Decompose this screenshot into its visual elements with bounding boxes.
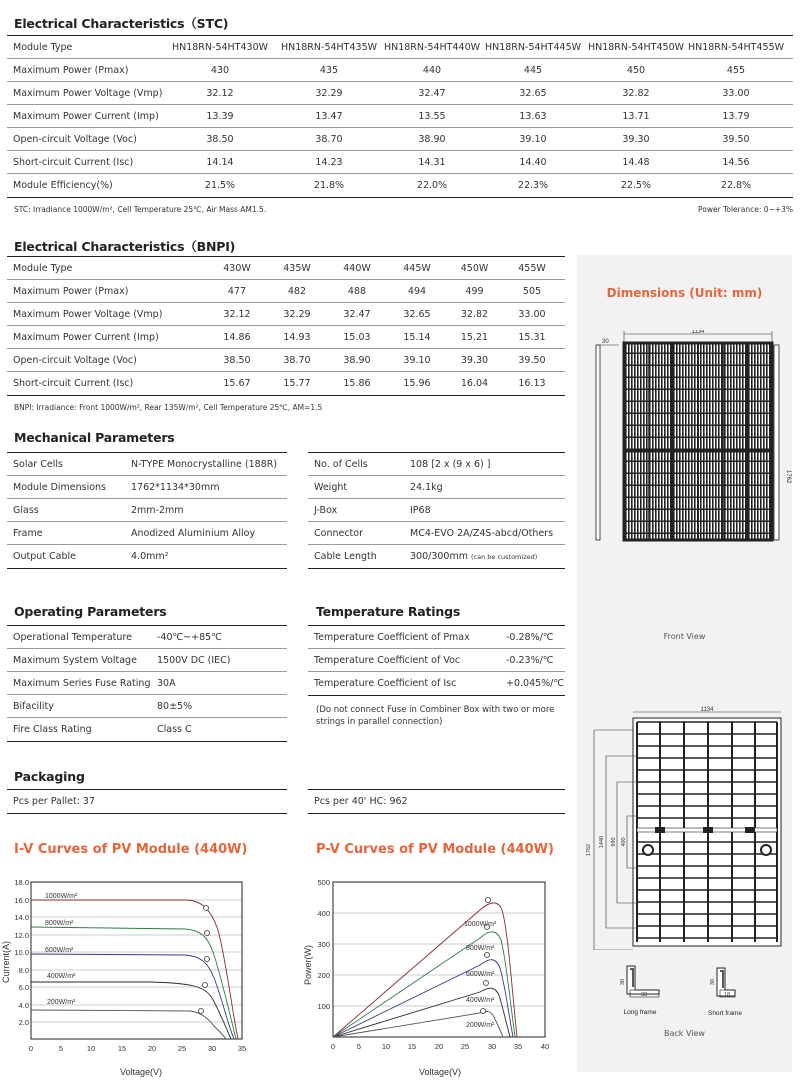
front-view-drawing (577, 330, 792, 600)
frame-profiles (577, 960, 792, 1020)
table-row (308, 672, 565, 695)
header-label: Module Type (13, 41, 73, 53)
svg-text:15: 15 (407, 1042, 417, 1051)
cell: 39.30 (460, 354, 489, 366)
header-cell: 445W (403, 262, 431, 274)
row-label: Short-circuit Current (Isc) (13, 378, 134, 389)
table-row (7, 174, 793, 197)
row-label: No. of Cells (314, 458, 368, 470)
cell: 4.0mm² (131, 551, 169, 562)
row-label: Maximum Power Voltage (Vmp) (13, 308, 163, 320)
row-label: Temperature Coefficient of Isc (314, 678, 457, 689)
svg-text:35: 35 (513, 1042, 523, 1051)
svg-text:200W/m²: 200W/m² (466, 1022, 495, 1029)
svg-text:40: 40 (540, 1042, 550, 1051)
mount-label-400: 400 (621, 837, 627, 847)
cell: 14.56 (722, 156, 750, 168)
svg-text:600W/m²: 600W/m² (466, 971, 495, 978)
cell: 39.10 (519, 133, 547, 145)
svg-text:800W/m²: 800W/m² (45, 920, 74, 927)
row-label: J-Box (314, 504, 338, 516)
table-row (308, 476, 565, 499)
row-label: Open-circuit Voltage (Voc) (13, 354, 137, 366)
cell: 33.00 (722, 87, 750, 99)
svg-text:25: 25 (177, 1044, 187, 1053)
table-row (308, 499, 565, 522)
mount-label-1440: 1440 (599, 835, 605, 849)
table-row (7, 151, 793, 174)
cell: 32.65 (403, 308, 431, 320)
bnpi-note: BNPI: Irradiance: Front 1000W/m², Rear 135W/m², Cell Temperature 25℃, AM=1.5 (14, 403, 323, 412)
table-row (7, 695, 287, 718)
header-cell: HN18RN-54HT435W (280, 41, 378, 53)
cell: 39.10 (403, 354, 431, 366)
cell: -0.23%/℃ (506, 654, 554, 666)
short-frame-label: Short frame (708, 1010, 742, 1017)
mechanical-table-left (7, 452, 287, 569)
cell: 450 (626, 64, 646, 76)
cell: 440 (422, 64, 442, 76)
svg-text:15: 15 (117, 1044, 127, 1053)
cell: 14.23 (315, 156, 343, 168)
svg-text:18.0: 18.0 (14, 878, 29, 887)
row-label: Temperature Coefficient of Voc (314, 654, 461, 666)
row-label: Module Dimensions (13, 481, 107, 493)
cell: 38.70 (283, 354, 311, 366)
svg-text:10: 10 (381, 1042, 391, 1051)
cell: 1762*1134*30mm (131, 481, 220, 493)
mount-label-990: 990 (611, 837, 617, 847)
cell: -0.28%/℃ (506, 631, 554, 643)
table-row (7, 303, 565, 326)
cell: Class C (157, 724, 192, 735)
iv-chart-title: I-V Curves of PV Module (440W) (14, 842, 248, 857)
table-row (7, 718, 287, 741)
cell: 1500V DC (IEC) (157, 654, 231, 666)
cell: 30A (157, 677, 176, 689)
cell: -40℃~+85℃ (157, 631, 222, 643)
front-view-label: Front View (663, 632, 706, 641)
table-row (7, 649, 287, 672)
cell: 38.50 (223, 354, 251, 366)
svg-text:0: 0 (28, 1044, 34, 1053)
cell: 13.63 (519, 110, 547, 122)
svg-text:16.0: 16.0 (14, 896, 29, 905)
cell: 33.00 (518, 308, 546, 320)
svg-text:200W/m²: 200W/m² (47, 999, 76, 1006)
packaging-container (308, 789, 565, 814)
cell: 488 (347, 285, 367, 297)
power-tolerance: Power Tolerance: 0~+3% (698, 205, 793, 214)
header-cell: HN18RN-54HT430W (171, 41, 269, 53)
cell: 38.50 (206, 133, 234, 145)
cell: 14.86 (223, 331, 251, 343)
pv-chart-title: P-V Curves of PV Module (440W) (316, 842, 554, 857)
row-label: Maximum System Voltage (13, 654, 137, 666)
table-row (7, 349, 565, 372)
row-label: Connector (314, 527, 363, 539)
svg-text:30: 30 (207, 1044, 217, 1053)
header-cell: HN18RN-54HT450W (587, 41, 685, 53)
cell: 32.47 (418, 87, 446, 99)
row-label: Frame (13, 527, 43, 539)
cell: 24.1kg (410, 481, 443, 493)
cell: 14.93 (283, 331, 311, 343)
pv-chart (290, 870, 580, 1088)
cell: 22.5% (620, 180, 652, 191)
operating-title: Operating Parameters (14, 604, 167, 619)
cell: 22.3% (517, 180, 549, 191)
cell: 32.47 (343, 308, 371, 320)
iv-ylabel: Current(A) (1, 940, 11, 984)
row-label: Solar Cells (13, 458, 63, 470)
svg-text:6.0: 6.0 (18, 983, 29, 992)
cell: IP68 (410, 504, 431, 516)
table-row (7, 476, 287, 499)
cell: 39.30 (622, 133, 650, 145)
short-frame-width: 18 (723, 992, 731, 998)
cell: 14.40 (519, 156, 547, 168)
row-label: Maximum Series Fuse Rating (13, 677, 151, 689)
cell: 482 (287, 285, 307, 297)
stc-table (7, 35, 793, 198)
svg-text:100: 100 (317, 1002, 330, 1011)
table-row (7, 372, 565, 395)
row-label: Weight (314, 481, 348, 493)
cell: 38.90 (418, 133, 446, 145)
header-label: Module Type (13, 262, 73, 274)
cell: 15.96 (403, 378, 431, 389)
svg-text:300: 300 (317, 940, 330, 949)
cell: 300/300mm (410, 551, 468, 562)
row-label: Glass (13, 504, 39, 516)
table-row (308, 545, 565, 568)
cell: 16.13 (518, 378, 546, 389)
table-row (7, 82, 793, 105)
svg-text:800W/m²: 800W/m² (466, 945, 495, 952)
table-row (308, 626, 565, 649)
cell: 494 (407, 285, 427, 297)
cell: 21.5% (204, 180, 236, 191)
svg-text:14.0: 14.0 (14, 913, 29, 922)
cell: 16.04 (460, 378, 489, 389)
pallet-count: Pcs per Pallet: 37 (13, 796, 96, 807)
cell: 14.48 (622, 156, 650, 168)
cell: 39.50 (518, 354, 546, 366)
table-header-row (7, 257, 565, 280)
svg-text:5: 5 (58, 1044, 64, 1053)
svg-text:500: 500 (317, 878, 330, 887)
table-row (7, 280, 565, 303)
table-row (7, 326, 565, 349)
cell: 32.82 (460, 308, 489, 320)
cell: 32.82 (622, 87, 650, 99)
back-width-label: 1134 (700, 707, 714, 713)
cell: 32.29 (315, 87, 343, 99)
header-cell: HN18RN-54HT445W (484, 41, 582, 53)
cell: 13.79 (722, 110, 750, 122)
table-row (308, 522, 565, 545)
container-count: Pcs per 40' HC: 962 (314, 796, 408, 807)
front-depth-label: 30 (602, 339, 609, 345)
cell: 13.39 (206, 110, 234, 122)
cell: 15.86 (343, 378, 371, 389)
cell: 15.67 (223, 378, 251, 389)
cell: 32.65 (519, 87, 547, 99)
temperature-title: Temperature Ratings (316, 604, 461, 619)
cell: 39.50 (722, 133, 750, 145)
svg-text:25: 25 (460, 1042, 470, 1051)
table-row (7, 626, 287, 649)
table-row (7, 59, 793, 82)
row-label: Maximum Power Current (Imp) (13, 331, 159, 343)
svg-text:400W/m²: 400W/m² (466, 997, 495, 1004)
table-row (308, 790, 565, 813)
svg-text:400: 400 (317, 909, 330, 918)
row-label: Fire Class Rating (13, 724, 92, 735)
header-cell: 430W (223, 262, 251, 274)
cell: 15.14 (403, 331, 431, 343)
svg-text:35: 35 (237, 1044, 247, 1053)
cell: 430 (210, 64, 230, 76)
header-cell: 440W (343, 262, 371, 274)
table-row (308, 649, 565, 672)
operating-table (7, 625, 287, 742)
mechanical-table-right (308, 452, 565, 569)
cell: 15.77 (283, 378, 311, 389)
short-frame-height: 30 (710, 978, 716, 986)
svg-text:4.0: 4.0 (18, 1001, 29, 1010)
fuse-note: (Do not connect Fuse in Combiner Box with two or more strings in parallel connection) (316, 705, 555, 727)
row-label: Short-circuit Current (Isc) (13, 156, 134, 168)
svg-text:200: 200 (317, 971, 330, 980)
row-label: Operational Temperature (13, 631, 132, 643)
cell: 445 (523, 64, 543, 76)
cell: 455 (726, 64, 746, 76)
svg-text:1000W/m²: 1000W/m² (45, 893, 78, 900)
cell: 38.90 (343, 354, 371, 366)
cell: 499 (465, 285, 484, 297)
table-row (7, 545, 287, 568)
cell: 32.12 (223, 308, 251, 320)
header-cell: 435W (283, 262, 311, 274)
svg-text:30: 30 (487, 1042, 497, 1051)
packaging-pallet (7, 789, 287, 814)
front-width-label: 1134 (691, 330, 705, 335)
pv-xlabel: Voltage(V) (418, 1067, 462, 1077)
row-label: Open-circuit Voltage (Voc) (13, 133, 137, 145)
row-label: Output Cable (13, 551, 76, 562)
cell: N-TYPE Monocrystalline (188R) (131, 458, 278, 470)
svg-text:5: 5 (356, 1042, 362, 1051)
row-label: Maximum Power Voltage (Vmp) (13, 87, 163, 99)
cell: 32.12 (206, 87, 234, 99)
back-view-label: Back View (664, 1029, 705, 1038)
cell: 14.14 (206, 156, 234, 168)
table-row (7, 453, 287, 476)
header-cell: HN18RN-54HT455W (687, 41, 785, 53)
mount-label-1762: 1762 (586, 843, 592, 857)
long-frame-height: 30 (620, 978, 626, 986)
pv-ylabel: Power(W) (303, 945, 313, 985)
table-row (7, 522, 287, 545)
row-label: Temperature Coefficient of Pmax (314, 631, 470, 643)
svg-text:10.0: 10.0 (14, 948, 29, 957)
cell: 14.31 (418, 156, 446, 168)
long-frame-label: Long frame (623, 1009, 657, 1016)
cell: 15.03 (343, 331, 371, 343)
cell: 15.31 (518, 331, 546, 343)
row-label: Module Efficiency(%) (13, 180, 113, 191)
cell: MC4-EVO 2A/Z4S-abcd/Others (410, 527, 554, 539)
cell: 21.8% (313, 180, 345, 191)
svg-text:400W/m²: 400W/m² (47, 973, 76, 980)
cell: Anodized Aluminium Alloy (131, 527, 256, 539)
bnpi-title: Electrical Characteristics（BNPI) (14, 239, 236, 254)
cell: 13.71 (622, 110, 650, 122)
svg-text:2.0: 2.0 (18, 1018, 29, 1027)
cell: 22.0% (416, 180, 448, 191)
cell-suffix: (can be customized) (470, 552, 538, 561)
table-row (7, 105, 793, 128)
iv-chart (0, 870, 290, 1088)
cell: 108 [2 x (9 x 6) ] (410, 458, 491, 470)
svg-text:1000W/m²: 1000W/m² (464, 921, 497, 928)
front-height-label: 1762 (785, 470, 791, 484)
packaging-title: Packaging (14, 769, 85, 784)
mechanical-title: Mechanical Parameters (14, 430, 175, 445)
table-row (7, 790, 287, 813)
iv-xlabel: Voltage(V) (119, 1067, 163, 1077)
cell: 15.21 (460, 331, 489, 343)
svg-text:0: 0 (330, 1042, 336, 1051)
table-header-row (7, 36, 793, 59)
back-view-drawing (577, 700, 792, 950)
header-cell: 455W (518, 262, 546, 274)
row-label: Maximum Power (Pmax) (13, 64, 129, 76)
table-row (308, 453, 565, 476)
cell: 80±5% (157, 700, 193, 712)
table-row (7, 499, 287, 522)
cell: +0.045%/℃ (506, 678, 565, 689)
row-label: Bifacility (13, 700, 54, 712)
row-label: Maximum Power Current (Imp) (13, 110, 159, 122)
svg-text:20: 20 (147, 1044, 157, 1053)
svg-text:8.0: 8.0 (18, 966, 29, 975)
table-row (7, 128, 793, 151)
cell: 13.55 (418, 110, 446, 122)
long-frame-width: 33 (640, 992, 648, 998)
cell: 32.29 (283, 308, 311, 320)
cell: 22.8% (720, 180, 752, 191)
bnpi-table (7, 256, 565, 396)
stc-title: Electrical Characteristics（STC) (14, 16, 229, 31)
cell: 477 (227, 285, 247, 297)
cell: 38.70 (315, 133, 343, 145)
cell: 505 (522, 285, 542, 297)
svg-text:12.0: 12.0 (14, 931, 29, 940)
dimensions-title: Dimensions (Unit: mm) (606, 286, 763, 300)
table-row (7, 672, 287, 695)
cell: 435 (319, 64, 339, 76)
row-label: Maximum Power (Pmax) (13, 285, 129, 297)
svg-text:20: 20 (434, 1042, 444, 1051)
cell: 2mm-2mm (131, 504, 184, 516)
cell: 13.47 (315, 110, 343, 122)
header-cell: 450W (460, 262, 489, 274)
svg-text:600W/m²: 600W/m² (45, 947, 74, 954)
row-label: Cable Length (314, 551, 377, 562)
svg-text:10: 10 (86, 1044, 96, 1053)
temperature-table (308, 625, 565, 696)
stc-note: STC: Irradiance 1000W/m², Cell Temperature 25℃, Air Mass AM1.5. (14, 205, 267, 214)
header-cell: HN18RN-54HT440W (383, 41, 481, 53)
